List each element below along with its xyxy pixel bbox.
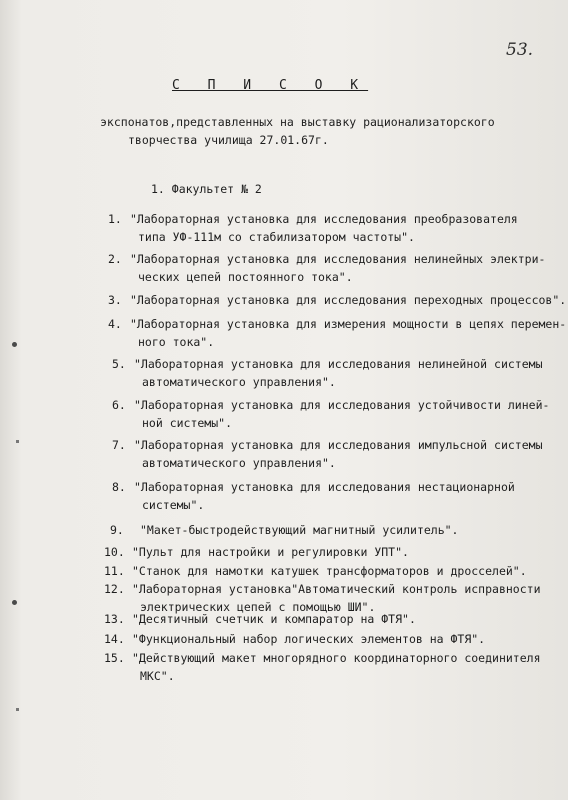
list-item-line: системы".	[142, 498, 205, 512]
list-item-number: 10.	[104, 545, 125, 559]
list-item-line: автоматического управления".	[142, 456, 336, 470]
list-item-line: автоматического управления".	[142, 375, 336, 389]
list-item-number: 11.	[104, 564, 125, 578]
list-item-line: ного тока".	[138, 335, 215, 349]
list-item-line: "Лабораторная установка для исследования нелинейной системы	[134, 357, 543, 371]
list-item-text	[132, 543, 409, 561]
list-item-line: ческих цепей постоянного тока".	[138, 270, 353, 284]
list-item	[112, 478, 515, 514]
list-item-number: 1.	[108, 212, 122, 226]
list-item	[104, 543, 409, 561]
edge-speck	[16, 708, 19, 711]
list-item	[110, 521, 459, 539]
list-item-number: 12.	[104, 582, 125, 596]
list-item-line: "Лабораторная установка для исследования преобразователя	[130, 212, 518, 226]
list-item-line: "Действующий макет многорядного координаторного соединителя	[132, 651, 541, 665]
edge-speck	[16, 440, 19, 443]
list-item-line: "Лабораторная установка"Автоматический контроль исправности	[132, 582, 541, 596]
list-item	[112, 355, 543, 391]
list-item-text	[132, 562, 527, 580]
list-item-text	[130, 250, 545, 286]
list-item	[104, 649, 541, 685]
list-item-text	[134, 355, 543, 391]
list-item-text	[134, 478, 515, 514]
punch-hole-mark	[12, 342, 17, 347]
list-item-line: "Пульт для настройки и регулировки УПТ".	[132, 545, 409, 559]
list-item	[104, 630, 485, 648]
list-item-line: "Десятичный счетчик и компаратор на ФТЯ".	[132, 612, 416, 626]
list-item-text	[130, 210, 518, 246]
list-item-text	[134, 436, 543, 472]
list-item-line: ной системы".	[142, 416, 233, 430]
list-item-text	[140, 521, 459, 539]
list-item-number: 14.	[104, 632, 125, 646]
list-item-line: "Функциональный набор логических элементов на ФТЯ".	[132, 632, 486, 646]
list-item-number: 15.	[104, 651, 125, 665]
list-item	[108, 291, 566, 309]
list-item	[104, 562, 527, 580]
list-item-text	[130, 291, 566, 309]
list-item-line: "Лабораторная установка для исследования нестационарной	[134, 480, 515, 494]
list-item	[112, 436, 543, 472]
list-item-number: 8.	[112, 480, 126, 494]
list-item-text	[132, 610, 416, 628]
punch-hole-mark	[12, 600, 17, 605]
list-item-line: "Лабораторная установка для исследования импульсной системы	[134, 438, 543, 452]
page-number: 53.	[506, 40, 534, 60]
subtitle-line-2: творчества училища 27.01.67г.	[128, 133, 329, 147]
list-item-number: 9.	[110, 523, 124, 537]
list-item-line: "Лабораторная установка для исследования переходных процессов".	[130, 293, 567, 307]
list-item-number: 2.	[108, 252, 122, 266]
section-heading: 1. Факультет № 2	[151, 182, 262, 196]
list-item	[112, 396, 549, 432]
list-item-number: 3.	[108, 293, 122, 307]
list-item-text	[134, 396, 549, 432]
list-item-number: 5.	[112, 357, 126, 371]
list-item-line: "Лабораторная установка для исследования нелинейных электри-	[130, 252, 546, 266]
list-item-line: "Лабораторная установка для исследования устойчивости линей-	[134, 398, 550, 412]
list-item-number: 4.	[108, 317, 122, 331]
subtitle-line-1: экспонатов,представленных на выставку рационализаторского	[100, 115, 495, 129]
list-item-line: "Лабораторная установка для измерения мощности в цепях перемен-	[130, 317, 567, 331]
list-item	[108, 250, 545, 286]
list-item-number: 7.	[112, 438, 126, 452]
list-item-line: МКС".	[140, 669, 175, 683]
list-item-text	[132, 630, 485, 648]
document-title: С П И С О К	[172, 78, 369, 93]
list-item	[108, 210, 518, 246]
document-subtitle	[100, 113, 540, 149]
list-item-line: типа УФ-111м со стабилизатором частоты".	[138, 230, 415, 244]
list-item-number: 6.	[112, 398, 126, 412]
list-item-line: электрических цепей с помощью ШИ".	[140, 600, 376, 614]
list-item-line: "Станок для намотки катушек трансформаторов и дросселей".	[132, 564, 527, 578]
list-item-text	[132, 649, 541, 685]
list-item	[108, 315, 566, 351]
list-item-number: 13.	[104, 612, 125, 626]
list-item-line: "Макет-быстродействующий магнитный усилитель".	[140, 523, 459, 537]
list-item	[104, 610, 416, 628]
list-item-text	[130, 315, 566, 351]
